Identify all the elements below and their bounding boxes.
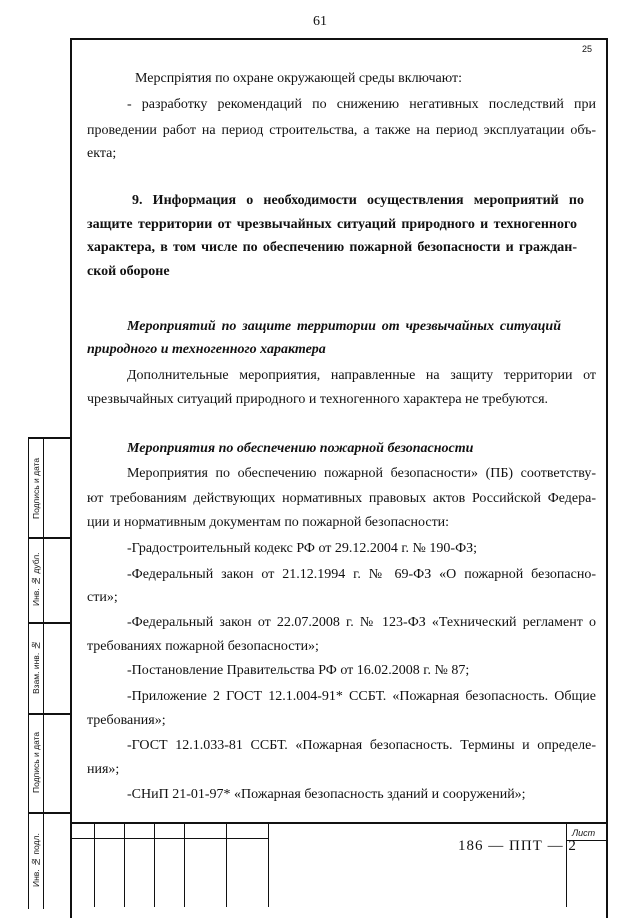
text-line: ции и нормативным документам по пожарной безопасности: xyxy=(87,515,450,530)
text-line: -Градостроительный кодекс РФ от 29.12.2004 г. № 190-ФЗ; xyxy=(127,541,478,556)
text-line: -Постановление Правительства РФ от 16.02.2008 г. № 87; xyxy=(127,663,470,678)
text-line: -ГОСТ 12.1.033-81 ССБТ. «Пожарная безопасность. Термины и определе- xyxy=(127,738,596,753)
subheading-line: Мероприятия по обеспечению пожарной безопасности xyxy=(127,441,474,456)
sheet-number: 25 xyxy=(582,44,593,54)
section-heading-line: 9. Информация о необходимости осуществления мероприятий по xyxy=(132,193,584,208)
section-heading-line: ской обороне xyxy=(87,264,170,279)
text-line: ют требованиям действующих нормативных правовых актов Российской Федера- xyxy=(87,491,596,506)
subheading-line: Мероприятий по защите территории от чрезвычайных ситуаций xyxy=(127,319,561,334)
text-line: екта; xyxy=(87,146,117,161)
section-heading-line: характера, в том числе по обеспечению пожарной безопасности и граждан- xyxy=(87,240,577,255)
stamp-label-signature-date-1: Подпись и дата xyxy=(31,457,41,519)
stamp-label-duplicate-inventory: Инв. № дубл. xyxy=(31,552,41,607)
text-line: сти»; xyxy=(87,590,118,605)
text-line: -Федеральный закон от 21.12.1994 г. № 69-ФЗ «О пожарной безопасно- xyxy=(127,567,596,582)
text-line: проведении работ на период строительства, а также на период эксплуатации объ- xyxy=(87,123,596,138)
text-line: ния»; xyxy=(87,762,120,777)
text-line: чрезвычайных ситуаций природного и техногенного характера не требуются. xyxy=(87,392,549,407)
text-line: -Федеральный закон от 22.07.2008 г. № 123-ФЗ «Технический регламент о xyxy=(127,615,596,630)
margin-stamp xyxy=(28,437,71,909)
document-code: 186 — ППТ — 2 xyxy=(458,838,577,854)
stamp-label-original-inventory: Инв. № подл. xyxy=(31,833,41,888)
text-line: - разработку рекомендаций по снижению негативных последствий при xyxy=(127,97,596,112)
text-line: требованиях пожарной безопасности»; xyxy=(87,639,319,654)
stamp-label-signature-date-2: Подпись и дата xyxy=(31,731,41,794)
stamp-label-replacement-inventory: Взам. инв. № xyxy=(31,640,41,695)
page-number: 61 xyxy=(313,14,327,29)
text-line: Мероприятия по обеспечению пожарной безопасности» (ПБ) соответству- xyxy=(127,466,596,481)
section-heading-line: защите территории от чрезвычайных ситуаций природного и техногенного xyxy=(87,217,577,232)
subheading-line: природного и техногенного характера xyxy=(87,342,326,357)
text-line: -СНиП 21-01-97* «Пожарная безопасность зданий и сооружений»; xyxy=(127,787,526,802)
sheet-label: Лист xyxy=(572,828,596,838)
text-line: -Приложение 2 ГОСТ 12.1.004-91* ССБТ. «Пожарная безопасность. Общие xyxy=(127,689,596,704)
text-line: Дополнительные мероприятия, направленные на защиту территории от xyxy=(127,368,596,383)
text-line: Мерспріятия по охране окружающей среды включают: xyxy=(135,71,463,86)
text-line: требования»; xyxy=(87,713,166,728)
title-block xyxy=(70,822,608,907)
